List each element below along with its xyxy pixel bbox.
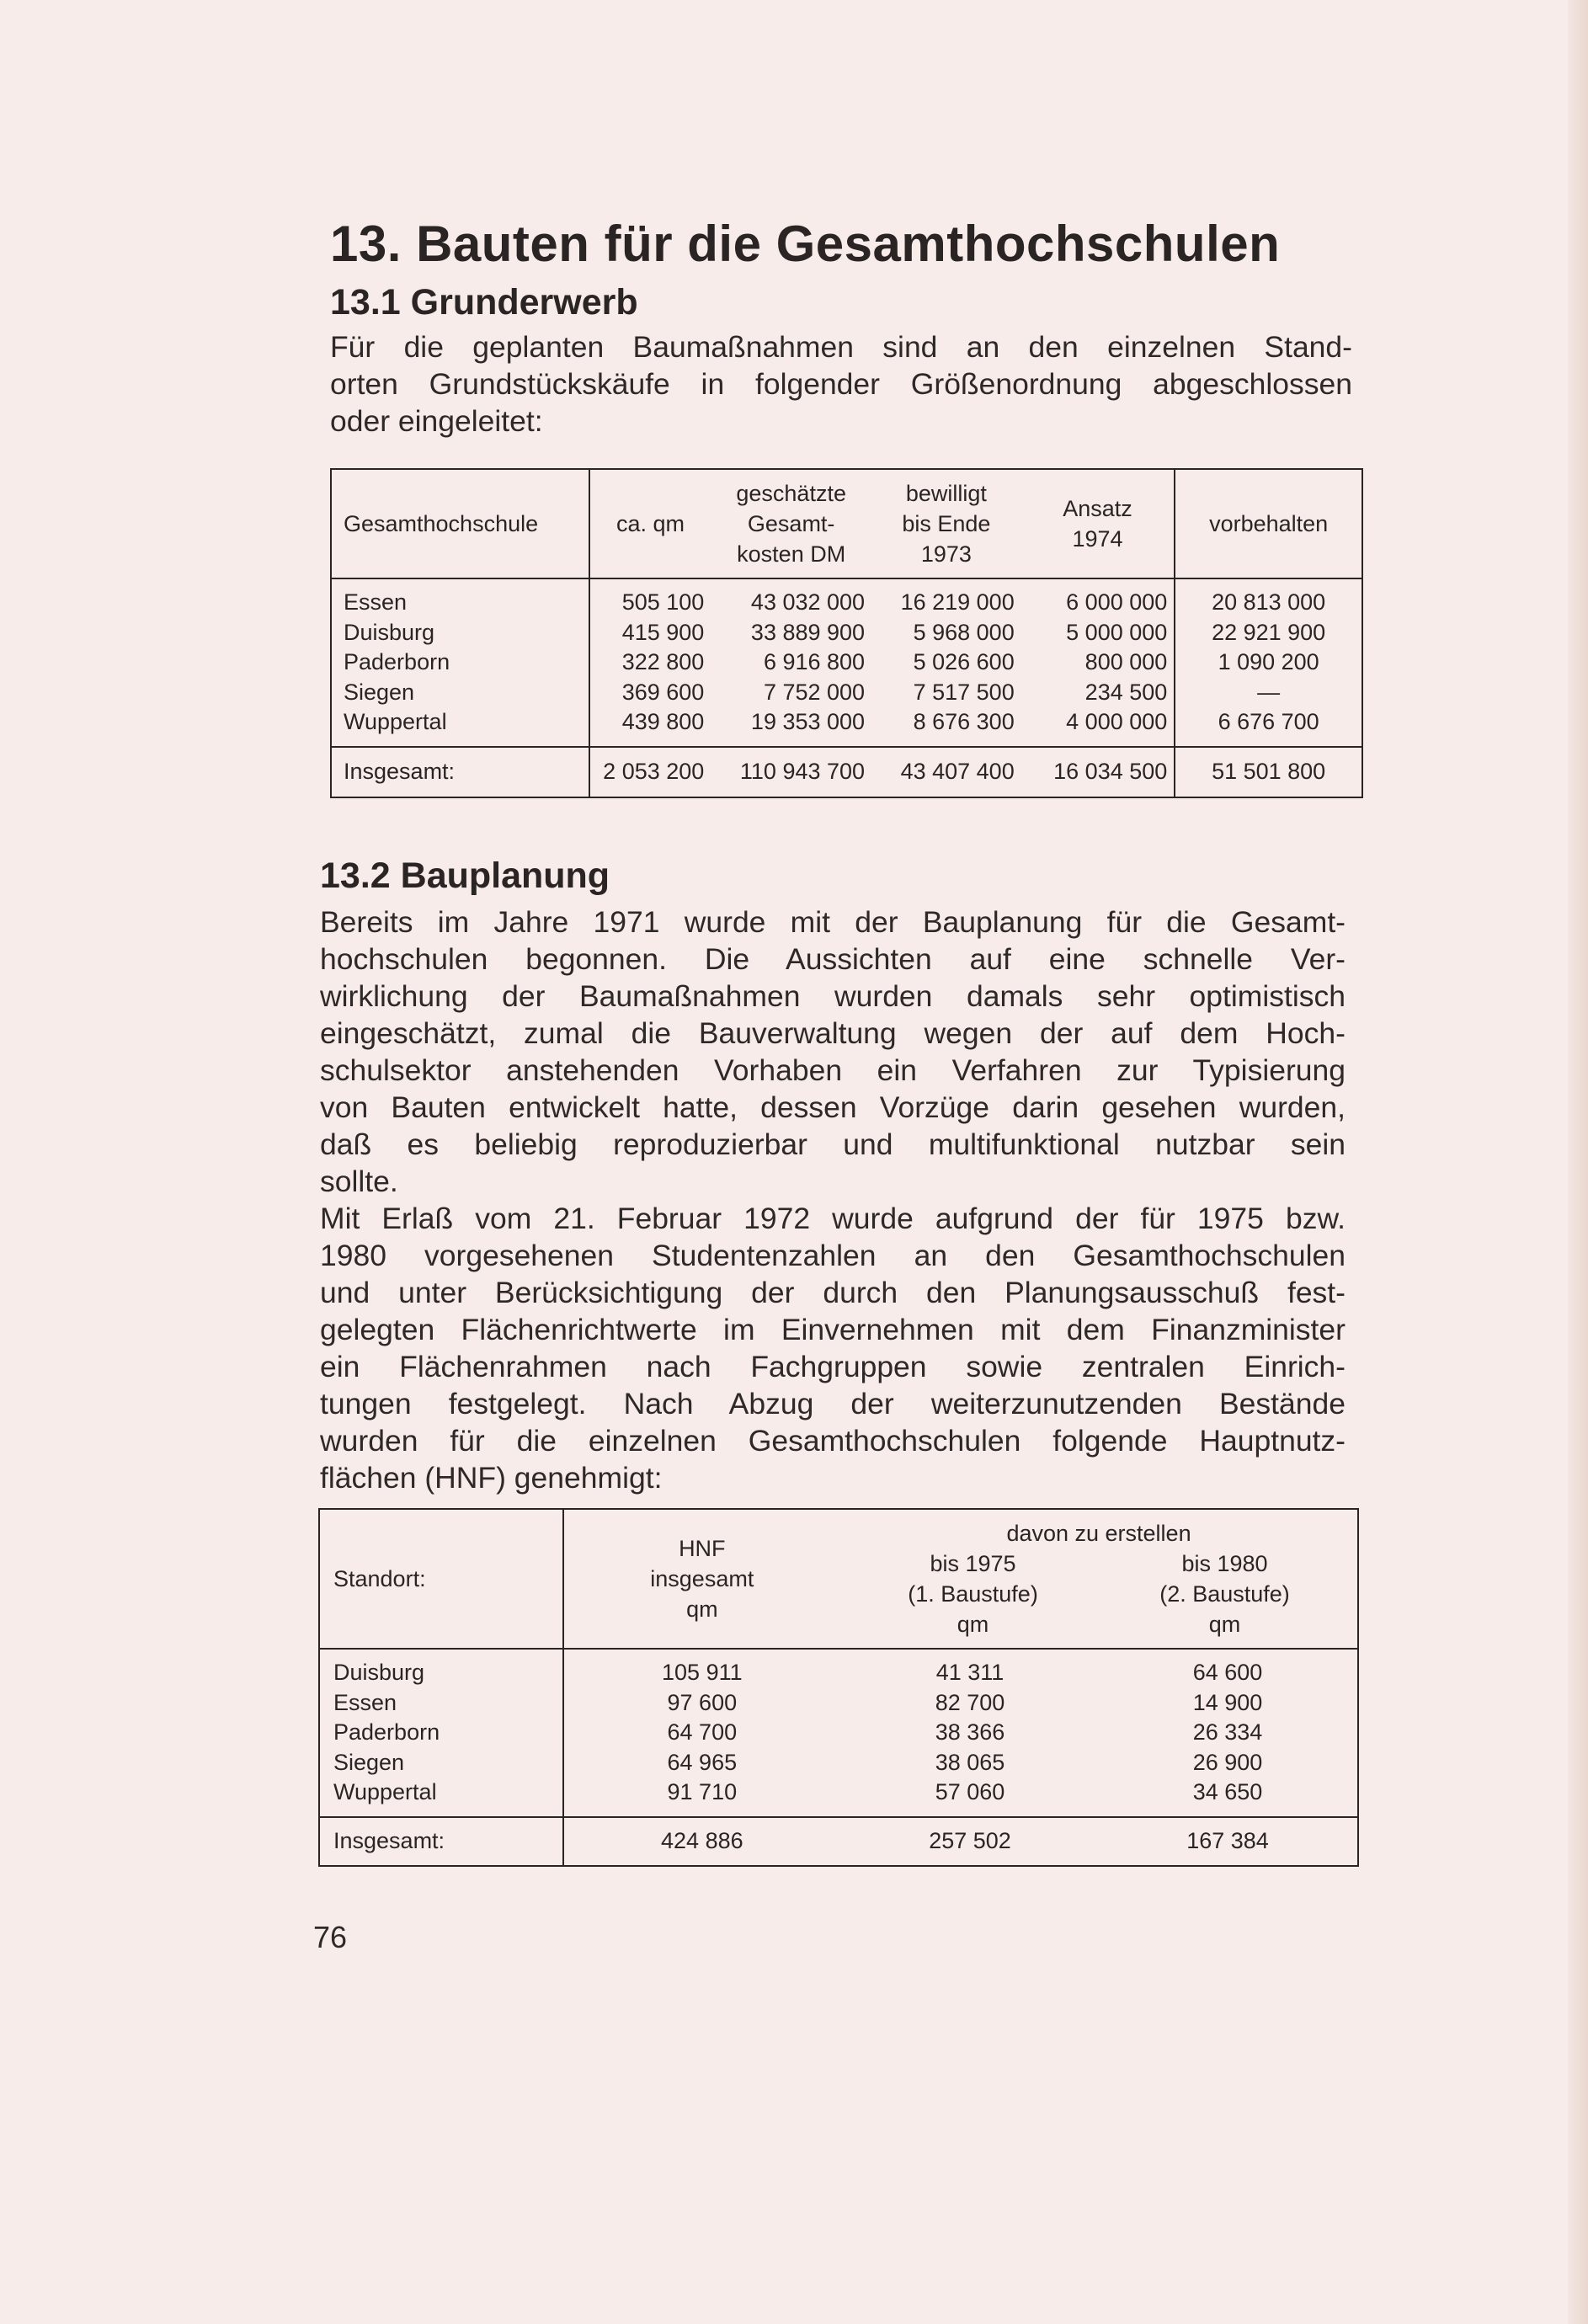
header-davon-label: davon zu erstellen (1006, 1521, 1191, 1546)
text-line: schulsektor anstehenden Vorhaben ein Verfahren zur Typisierung (320, 1053, 1346, 1087)
header-bewilligt: bewilligt bis Ende 1973 (871, 469, 1021, 578)
vorbehalten-column: 20 813 000 22 921 900 1 090 200 — 6 676 700 (1175, 578, 1362, 747)
total-ansatz: 16 034 500 (1021, 747, 1175, 797)
header-ansatz: Ansatz 1974 (1021, 469, 1175, 578)
header-bis-1975: bis 1975 (1. Baustufe) qm (908, 1551, 1038, 1637)
total-bewilligt: 43 407 400 (871, 747, 1021, 797)
text-line: sollte. (320, 1165, 398, 1198)
total2-bis-1975: 257 502 (929, 1828, 1011, 1853)
text-line: orten Grundstückskäufe in folgender Größenordnung abgeschlossen (330, 367, 1352, 401)
bis-1975-column: 41 311 82 700 38 366 38 065 57 060 (935, 1660, 1005, 1804)
total-label: Insgesamt: (331, 747, 589, 797)
text-line: Bereits im Jahre 1971 wurde mit der Bauplanung für die Gesamt- (320, 905, 1346, 939)
bis-1980-column: 64 600 14 900 26 334 26 900 34 650 (1192, 1660, 1263, 1804)
text-line: gelegten Flächenrichtwerte im Einvernehmen mit dem Finanzminister (320, 1313, 1346, 1346)
text-line: von Bauten entwickelt hatte, dessen Vorzüge darin gesehen wurden, (320, 1090, 1346, 1124)
standort-column: Duisburg Essen Paderborn Siegen Wuppertal (319, 1649, 563, 1817)
text-line: hochschulen begonnen. Die Aussichten auf eine schnelle Ver- (320, 942, 1346, 976)
total2-hnf: 424 886 (563, 1817, 840, 1866)
total-kosten: 110 943 700 (711, 747, 871, 797)
text-line: wurden für die einzelnen Gesamthochschulen folgende Hauptnutz- (320, 1424, 1346, 1458)
ansatz-column: 6 000 000 5 000 000 800 000 234 500 4 000 000 (1021, 578, 1175, 747)
paragraph-bauplanung-1 (320, 903, 1346, 1200)
page-heading: 13. Bauten für die Gesamthochschulen (330, 216, 1281, 272)
total2-label: Insgesamt: (319, 1817, 563, 1866)
total2-davon (840, 1817, 1358, 1866)
davon-columns (840, 1649, 1358, 1817)
kosten-column: 43 032 000 33 889 900 6 916 800 7 752 000 19 353 000 (750, 589, 866, 734)
table-hauptnutzflaechen (318, 1508, 1359, 1867)
text-line: eingeschätzt, zumal die Bauverwaltung wegen der auf dem Hoch- (320, 1016, 1346, 1050)
total2-bis-1980: 167 384 (1186, 1828, 1269, 1853)
header-davon (840, 1509, 1358, 1649)
header-hnf: HNF insgesamt qm (563, 1509, 840, 1649)
paragraph-grunderwerb (330, 328, 1352, 440)
qm-column: 505 100 415 900 322 800 369 600 439 800 (621, 589, 705, 734)
header-vorbehalten: vorbehalten (1175, 469, 1362, 578)
header-bis-1980: bis 1980 (2. Baustufe) qm (1159, 1551, 1290, 1637)
header-kosten: geschätzte Gesamt- kosten DM (711, 469, 871, 578)
text-line: und unter Berücksichtigung der durch den Planungsausschuß fest- (320, 1276, 1346, 1309)
page-number: 76 (313, 1920, 348, 1954)
paragraph-bauplanung-2 (320, 1200, 1346, 1496)
text-line: oder eingeleitet: (330, 404, 543, 438)
section-title-bauplanung: 13.2 Bauplanung (320, 856, 610, 896)
section-title-grunderwerb: 13.1 Grunderwerb (330, 282, 638, 322)
text-line: Für die geplanten Baumaßnahmen sind an den einzelnen Stand- (330, 330, 1352, 364)
text-line: 1980 vorgesehenen Studentenzahlen an den Gesamthochschulen (320, 1239, 1346, 1272)
names-column: Essen Duisburg Paderborn Siegen Wuppertal (331, 578, 589, 747)
text-line: ein Flächenrahmen nach Fachgruppen sowie zentralen Einrich- (320, 1350, 1346, 1383)
text-line: Mit Erlaß vom 21. Februar 1972 wurde aufgrund der für 1975 bzw. (320, 1202, 1346, 1235)
total-qm: 2 053 200 (589, 747, 711, 797)
page-edge (1568, 0, 1588, 2324)
text-line: daß es beliebig reproduzierbar und multifunktional nutzbar sein (320, 1127, 1346, 1161)
total-vorbehalten: 51 501 800 (1175, 747, 1362, 797)
text-line: wirklichung der Baumaßnahmen wurden damals sehr optimistisch (320, 979, 1346, 1013)
bewilligt-column: 16 219 000 5 968 000 5 026 600 7 517 500 8 676 300 (900, 589, 1015, 734)
text-line: tungen festgelegt. Nach Abzug der weiterzunutzenden Bestände (320, 1387, 1346, 1421)
hnf-column: 105 911 97 600 64 700 64 965 91 710 (662, 1660, 743, 1804)
header-ca-qm: ca. qm (589, 469, 711, 578)
header-gesamthochschule: Gesamthochschule (331, 469, 589, 578)
table-grunderwerb (330, 468, 1363, 798)
header-standort: Standort: (319, 1509, 563, 1649)
text-line: flächen (HNF) genehmigt: (320, 1461, 663, 1495)
